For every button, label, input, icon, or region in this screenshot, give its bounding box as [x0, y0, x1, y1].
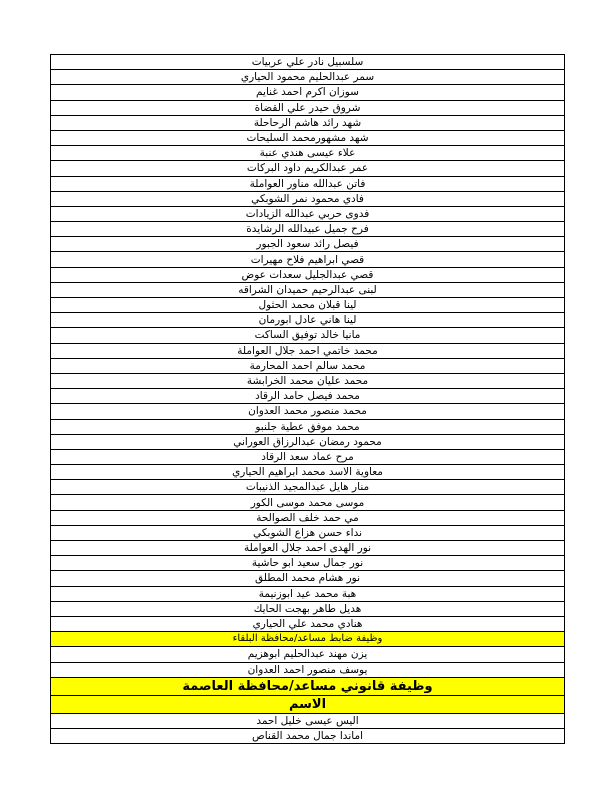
- table-row: [51, 404, 565, 419]
- name-cell: سوزان اكرم احمد غنايم: [51, 85, 565, 100]
- column-header-name: الاسم: [51, 695, 565, 713]
- name-cell: هديل طاهر بهجت الحايك: [51, 601, 565, 616]
- table-row: [51, 449, 565, 464]
- table-row: [51, 100, 565, 115]
- name-cell: نور الهدى احمد جلال العواملة: [51, 541, 565, 556]
- name-cell: شهد رائد هاشم الرحاحلة: [51, 115, 565, 130]
- name-cell: موسى محمد موسى الكور: [51, 495, 565, 510]
- table-row: [51, 267, 565, 282]
- table-row: [51, 510, 565, 525]
- table-row: [51, 313, 565, 328]
- table-row: [51, 525, 565, 540]
- name-cell: نداء حسن هزاع الشوبكي: [51, 525, 565, 540]
- name-cell: سمر عبدالحليم محمود الحياري: [51, 70, 565, 85]
- name-cell: سلسبيل نادر علي عربيات: [51, 55, 565, 70]
- names-table-body: [51, 55, 565, 744]
- name-cell: محمود رمضان عبدالرزاق العوراني: [51, 434, 565, 449]
- section-header-assistant-officer-balqa: وظيفة ضابط مساعد/محافظة البلقاء: [51, 632, 565, 647]
- name-cell: اليس عيسى خليل احمد: [51, 713, 565, 728]
- table-row: [51, 55, 565, 70]
- table-row: [51, 237, 565, 252]
- table-row: [51, 728, 565, 743]
- table-row: [51, 176, 565, 191]
- name-cell: شروق حيدر علي القضاة: [51, 100, 565, 115]
- table-row: [51, 465, 565, 480]
- table-row: [51, 495, 565, 510]
- table-row: [51, 358, 565, 373]
- name-cell: هنادي محمد علي الحياري: [51, 616, 565, 631]
- table-row: [51, 586, 565, 601]
- table-row: [51, 419, 565, 434]
- name-cell: فرح جميل عبيدالله الرشايدة: [51, 222, 565, 237]
- name-cell: محمد عليان محمد الخرابشة: [51, 373, 565, 388]
- table-row: [51, 130, 565, 145]
- name-cell: قصي ابراهيم فلاح مهيرات: [51, 252, 565, 267]
- table-row: [51, 632, 565, 647]
- name-cell: لبنى عبدالرحيم حميدان الشراقه: [51, 282, 565, 297]
- name-cell: قصي عبدالجليل سعدات عوض: [51, 267, 565, 282]
- name-cell: مرح عماد سعد الرقاد: [51, 449, 565, 464]
- names-sheet: [50, 54, 565, 744]
- table-row: [51, 647, 565, 662]
- table-row: [51, 206, 565, 221]
- table-row: [51, 434, 565, 449]
- name-cell: محمد خاتمي احمد جلال العواملة: [51, 343, 565, 358]
- table-row: [51, 252, 565, 267]
- table-row: [51, 571, 565, 586]
- names-table: [50, 54, 565, 744]
- name-cell: اماندا جمال محمد القناص: [51, 728, 565, 743]
- table-row: [51, 389, 565, 404]
- table-row: [51, 161, 565, 176]
- table-row: [51, 343, 565, 358]
- name-cell: يزن مهند عبدالحليم ابوهزيم: [51, 647, 565, 662]
- table-row: [51, 328, 565, 343]
- name-cell: منار هايل عبدالمجيد الذنيبات: [51, 480, 565, 495]
- table-row: [51, 298, 565, 313]
- name-cell: فاتن عبدالله مناور العواملة: [51, 176, 565, 191]
- table-row: [51, 115, 565, 130]
- name-cell: يوسف منصور احمد العدوان: [51, 662, 565, 677]
- table-row: [51, 541, 565, 556]
- table-row: [51, 662, 565, 677]
- name-cell: محمد سالم احمد المحارمة: [51, 358, 565, 373]
- name-cell: هبة محمد عيد ابوزنيمة: [51, 586, 565, 601]
- name-cell: فادي محمود نمر الشوبكي: [51, 191, 565, 206]
- name-cell: محمد منصور محمد العدوان: [51, 404, 565, 419]
- table-row: [51, 70, 565, 85]
- name-cell: لينا قبلان محمد الحثول: [51, 298, 565, 313]
- table-row: [51, 373, 565, 388]
- table-row: [51, 222, 565, 237]
- table-row: [51, 146, 565, 161]
- table-row: [51, 616, 565, 631]
- table-row: [51, 556, 565, 571]
- table-row: [51, 713, 565, 728]
- table-row: [51, 601, 565, 616]
- name-cell: علاء عيسى هندي عنبة: [51, 146, 565, 161]
- table-row: [51, 480, 565, 495]
- name-cell: محمد فيصل حامد الرقاد: [51, 389, 565, 404]
- name-cell: مي حمد خلف الصوالحة: [51, 510, 565, 525]
- name-cell: نور هشام محمد المطلق: [51, 571, 565, 586]
- name-cell: عمر عبدالكريم داود البركات: [51, 161, 565, 176]
- table-row: [51, 695, 565, 713]
- table-row: [51, 191, 565, 206]
- name-cell: محمد موفق عطية جلنبو: [51, 419, 565, 434]
- section-header-legal-assistant-capital: وظيفة قانوني مساعد/محافظة العاصمة: [51, 677, 565, 695]
- name-cell: شهد مشهورمحمد السليحات: [51, 130, 565, 145]
- name-cell: فيصل رائد سعود الجبور: [51, 237, 565, 252]
- table-row: [51, 282, 565, 297]
- table-row: [51, 677, 565, 695]
- name-cell: معاوية الاسد محمد ابراهيم الحياري: [51, 465, 565, 480]
- table-row: [51, 85, 565, 100]
- name-cell: لينا هاني عادل ابورمان: [51, 313, 565, 328]
- name-cell: مانيا خالد توفيق الساكت: [51, 328, 565, 343]
- name-cell: فدوى حربي عبدالله الزيادات: [51, 206, 565, 221]
- name-cell: نور جمال سعيد ابو حاشية: [51, 556, 565, 571]
